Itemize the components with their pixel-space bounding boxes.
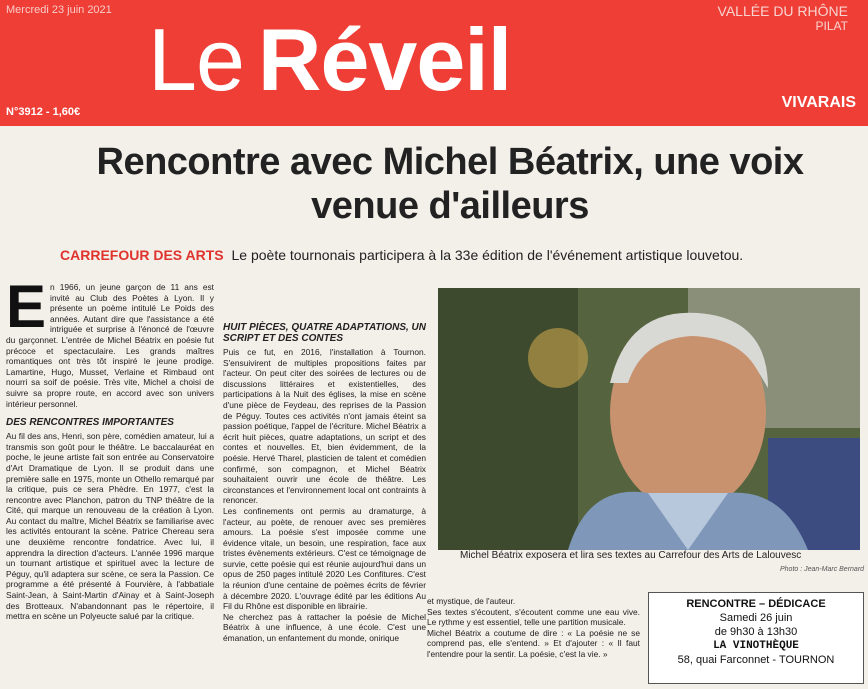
column3-paragraph-3: Michel Béatrix a coutume de dire : « La poésie ne se comprend pas, elle s'entend. » Et d'ajouter : « Il faut l'entendre pour la sentir. La poésie, c'est la vie. » <box>427 627 640 659</box>
event-title: RENCONTRE – DÉDICACE <box>686 598 826 610</box>
column2-paragraph-1: Puis ce fut, en 2016, l'installation à Tournon. S'ensuivirent de multiples propositions faites par l'acteur. On peut citer des soirées de lectures ou de discussions littéraires et existentielles, des participations à la Nuit des églises, la mise en scène d'une pièce de Feydeau, des reprises de la Passion de Péguy. Toutes ces activités n'ont jamais éteint sa passion poétique, l'appel de l'écriture. Michel Béatrix a écrit huit pièces, quatre adaptations, un script et des contes et nouvelles. Et, bien évidemment, de la poésie. Hervé Tharel, plasticien de talent et comédien confirmé, son compagnon, et Michel Béatrix souhaitaient ouvrir une école de théâtre. Les circonstances et l'environnement local ont contraints à renoncer. <box>223 347 426 506</box>
portrait-illustration <box>438 288 860 550</box>
article-kicker <box>60 247 743 263</box>
column1-subheading: DES RENCONTRES IMPORTANTES <box>6 417 174 429</box>
logo-main: Réveil <box>257 10 512 109</box>
masthead <box>0 0 868 126</box>
masthead-date: Mercredi 23 juin 2021 <box>6 4 112 16</box>
newspaper-logo <box>148 12 511 108</box>
event-venue: LA VINOTHÈQUE <box>713 640 799 652</box>
event-time: de 9h30 à 13h30 <box>714 626 798 638</box>
event-address: 58, quai Farconnet - TOURNON <box>677 654 835 666</box>
article-column-1 <box>6 282 214 686</box>
portrait-photo <box>438 288 860 550</box>
article-column-2 <box>223 282 426 686</box>
kicker-label: CARREFOUR DES ARTS <box>60 247 224 263</box>
article-headline: Rencontre avec Michel Béatrix, une voix venue d'ailleurs <box>96 141 804 227</box>
issue-number-price: N°3912 - 1,60€ <box>6 106 81 118</box>
column2-paragraph-2: Les confinements ont permis au dramaturge, à l'acteur, au poète, de renouer avec ses premières amours. La poésie s'est imposée comme une évidence vitale, un besoin, une respiration, face aux tristes évènements extérieurs. C'est ce témoignage de survie, cette poésie qui est réunie aujourd'hui dans un opus de 250 pages intitulé 2020 Les Confitures. C'est la réunion d'une centaine de poèmes écrits de février à décembre 2020. L'ouvrage édité par les éditions Au Fil du Rhône est disponible en librairie. <box>223 505 426 612</box>
edition-name: VIVARAIS <box>781 94 856 111</box>
column3-paragraph-2: Ses textes s'écoutent, s'écoutent comme une eau vive. Le rythme y est essentiel, telle une partition musicale. <box>427 606 640 628</box>
masthead-region-line2: PILAT <box>815 19 848 33</box>
photo-credit: Photo : Jean-Marc Bernard <box>780 566 865 573</box>
column1-paragraph-2: Au fil des ans, Henri, son père, comédien amateur, lui a transmis son goût pour le théâtre. Le baccalauréat en poche, le jeune artiste fait son entrée au Conservatoire d'Art Dramatique de Lyon. Il se produit dans une première salle en 1975, monte un Othello remarqué par la critique, puis ce sera Phèdre. En 1977, c'est la rencontre avec Planchon, patron du TNP théâtre de la Cité, qui marque un renouveau de la création à Lyon. Au contact du maître, Michel Béatrix se familiarise avec les activités entourant la scène. Patrice Chereau sera une deuxième rencontre fondatrice. Avec lui, il apprendra la direction d'acteurs. L'année 1996 marque un tournant artistique et spirituel avec la lecture de Péguy, qu'il adaptera sur scène, ce sera la Passion. Ce programme a été présenté à Fourvière, à l'abbatiale Saint-Jean, à Saint-Martin d'Ainay et à Saint-Joseph des Brotteaux. N'abandonnant pas le répertoire, il mettra en scène un Polyeucte salué par la critique. <box>6 431 214 622</box>
column1-paragraph-1: n 1966, un jeune garçon de 11 ans est invité au Club des Poètes à Lyon. Il y présente un poème intitulé Le Poids des années. Autant dire que l'assistance a été intriguée et surprise à l'énoncé de l'œuvre du garçonnet. L'entrée de Michel Béatrix en poésie fut précoce et spectaculaire. Les grands maîtres romantiques ont très tôt inspiré le jeune prodige. Lamartine, Hugo, Musset, Verlaine et Rimbaud ont nourri sa soif de poésie. Très vite, Michel a choisi de suivre sa propre route, en accord avec son univers intérieur personnel. <box>6 282 214 409</box>
column2-subheading: HUIT PIÈCES, QUATRE ADAPTATIONS, UN SCRIPT ET DES CONTES <box>223 322 426 344</box>
masthead-region-line1: VALLÉE DU RHÔNE <box>717 3 848 19</box>
column2-paragraph-3: Ne cherchez pas à rattacher la poésie de Michel Béatrix à une influence, à une école. C'est une émanation, un enfantement du monde, onirique <box>223 611 426 644</box>
drop-cap: E <box>6 282 47 340</box>
article-column-3 <box>427 596 640 686</box>
logo-prefix: Le <box>148 10 244 109</box>
column3-paragraph-1: et mystique, de l'auteur. <box>427 596 516 606</box>
event-info-box <box>648 592 864 684</box>
kicker-text: Le poète tournonais participera à la 33e édition de l'événement artistique louvetou. <box>231 247 744 263</box>
photo-caption: Michel Béatrix exposera et lira ses textes au Carrefour des Arts de Lalouvesc <box>460 550 802 561</box>
event-date: Samedi 26 juin <box>719 612 793 624</box>
